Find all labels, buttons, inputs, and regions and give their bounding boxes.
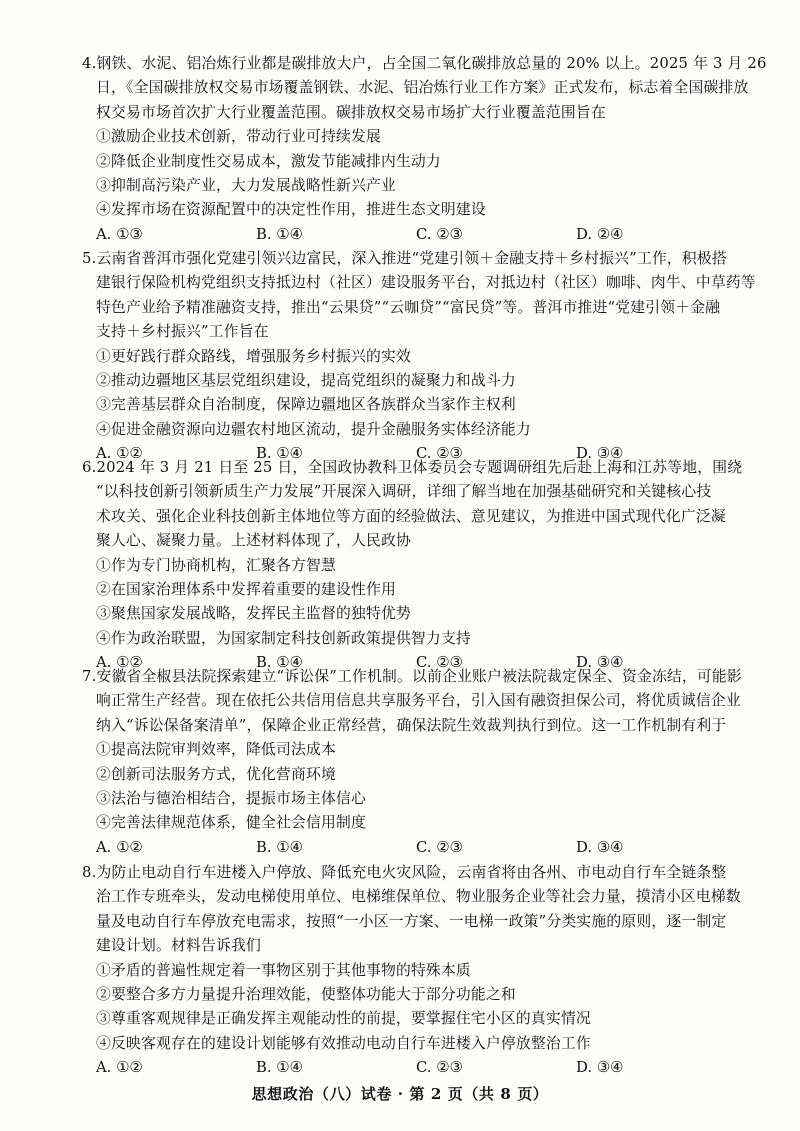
page-footer: 思想政治（八）试卷 · 第 2 页（共 8 页）	[251, 1085, 549, 1103]
choice-a: A. ①③	[96, 225, 143, 243]
choice-c: C. ②③	[416, 1059, 463, 1077]
question-stem-line: 治工作专班牵头，发动电梯使用单位、电梯维保单位、物业服务企业等社会力量，摸清小区电梯数	[96, 888, 741, 906]
option-statement: ④反映客观存在的建设计划能够有效推动电动自行车进楼入户停放整治工作	[96, 1034, 591, 1052]
option-statement: ④完善法律规范体系，健全社会信用制度	[96, 814, 366, 832]
answer-choices	[96, 836, 756, 860]
question-4	[82, 52, 767, 247]
option-statement: ④发挥市场在资源配置中的决定性作用，推进生态文明建设	[96, 201, 486, 219]
choice-a: A. ①②	[96, 445, 143, 463]
question-stem-line: 5.云南省普洱市强化党建引领兴边富民，深入推进“党建引领＋金融支持＋乡村振兴”工作，积极搭	[82, 250, 727, 267]
choice-b: B. ①④	[256, 445, 303, 463]
choice-b: B. ①④	[256, 654, 303, 672]
question-6	[82, 456, 756, 676]
question-stem-line: 响正常生产经营。现在依托公共信用信息共享服务平台，引入国有融资担保公司，将优质诚信企业	[96, 692, 741, 710]
question-stem-line: 4.钢铁、水泥、铝冶炼行业都是碳排放大户，占全国二氧化碳排放总量的 20% 以上。2025 年 3 月 26	[82, 55, 767, 72]
question-5	[82, 247, 756, 467]
question-stem-line: 纳入“诉讼保备案清单”，保障企业正常经营，确保法院生效裁判执行到位。这一工作机制有利于	[96, 716, 727, 734]
question-stem-line: 量及电动自行车停放充电需求，按照“一小区一方案、一电梯一政策”分类实施的原则，逐一制定	[96, 912, 727, 930]
question-7	[82, 665, 756, 860]
question-stem-line: 7.安徽省全椒县法院探索建立“诉讼保”工作机制。以前企业账户被法院裁定保全、资金冻结，可能影	[82, 668, 742, 685]
choice-c: C. ②③	[416, 654, 463, 672]
option-statement: ②推动边疆地区基层党组织建设，提高党组织的凝聚力和战斗力	[96, 372, 516, 390]
option-statement: ④促进金融资源向边疆农村地区流动，提升金融服务实体经济能力	[96, 420, 531, 438]
question-8	[82, 861, 756, 1081]
option-statement: ②创新司法服务方式，优化营商环境	[96, 765, 336, 783]
question-stem-line: 8.为防止电动自行车进楼入户停放、降低充电火灾风险，云南省将由各州、市电动自行车全链条整	[82, 864, 727, 881]
choice-c: C. ②③	[416, 445, 463, 463]
option-statement: ①矛盾的普遍性规定着一事物区别于其他事物的特殊本质	[96, 961, 471, 979]
question-stem-line: 建设计划。材料告诉我们	[96, 937, 261, 955]
choice-b: B. ①④	[256, 225, 303, 243]
option-statement: ①作为专门协商机构，汇聚各方智慧	[96, 556, 336, 574]
choice-c: C. ②③	[416, 838, 463, 856]
option-statement: ③完善基层群众自治制度，保障边疆地区各族群众当家作主权利	[96, 396, 516, 414]
question-stem-line: 术攻关、强化企业科技创新主体地位等方面的经验做法、意见建议，为推进中国式现代化广泛凝	[96, 507, 726, 525]
choice-d: D. ②④	[576, 225, 624, 243]
question-stem-line: 支持＋乡村振兴”工作旨在	[96, 323, 269, 341]
answer-choices	[96, 1056, 756, 1080]
question-stem-line: 建银行保险机构党组织支持抵边村（社区）建设服务平台，对抵边村（社区）咖啡、肉牛、中草药等	[96, 274, 756, 292]
choice-a: A. ①②	[96, 654, 143, 672]
option-statement: ②在国家治理体系中发挥着重要的建设性作用	[96, 581, 396, 599]
option-statement: ③聚焦国家发展战略，发挥民主监督的独特优势	[96, 605, 411, 623]
option-statement: ①更好践行群众路线，增强服务乡村振兴的实效	[96, 347, 411, 365]
choice-d: D. ③④	[576, 445, 624, 463]
question-stem-line: 6.2024 年 3 月 21 日至 25 日，全国政协教科卫体委员会专题调研组先后赴上海和江苏等地，围绕	[82, 459, 743, 476]
question-stem-line: 特色产业给予精准融资支持，推出“云果贷”“云咖贷”“富民贷”等。普洱市推进“党建引领＋金融	[96, 298, 721, 316]
answer-choices	[96, 223, 756, 247]
choice-b: B. ①④	[256, 838, 303, 856]
choice-b: B. ①④	[256, 1059, 303, 1077]
option-statement: ③法治与德治相结合，提振市场主体信心	[96, 790, 366, 808]
question-stem-line: “以科技创新引领新质生产力发展”开展深入调研，详细了解当地在加强基础研究和关键核心技	[96, 483, 712, 501]
option-statement: ①激励企业技术创新，带动行业可持续发展	[96, 128, 381, 146]
question-stem-line: 日，《全国碳排放权交易市场覆盖钢铁、水泥、铝冶炼行业工作方案》正式发布，标志着全国碳排放	[96, 79, 749, 97]
option-statement: ②要整合多方力量提升治理效能，使整体功能大于部分功能之和	[96, 986, 516, 1004]
option-statement: ①提高法院审判效率，降低司法成本	[96, 741, 336, 759]
question-stem-line: 权交易市场首次扩大行业覆盖范围。碳排放权交易市场扩大行业覆盖范围旨在	[96, 103, 606, 121]
choice-d: D. ③④	[576, 838, 624, 856]
choice-a: A. ①②	[96, 838, 143, 856]
choice-a: A. ①②	[96, 1059, 143, 1077]
option-statement: ④作为政治联盟，为国家制定科技创新政策提供智力支持	[96, 629, 471, 647]
option-statement: ③抑制高污染产业，大力发展战略性新兴产业	[96, 177, 396, 195]
choice-c: C. ②③	[416, 225, 463, 243]
option-statement: ②降低企业制度性交易成本，激发节能减排内生动力	[96, 152, 441, 170]
choice-d: D. ③④	[576, 654, 624, 672]
choice-d: D. ③④	[576, 1059, 624, 1077]
question-stem-line: 聚人心、凝聚力量。上述材料体现了，人民政协	[96, 532, 411, 550]
option-statement: ③尊重客观规律是正确发挥主观能动性的前提，要掌握住宅小区的真实情况	[96, 1010, 591, 1028]
